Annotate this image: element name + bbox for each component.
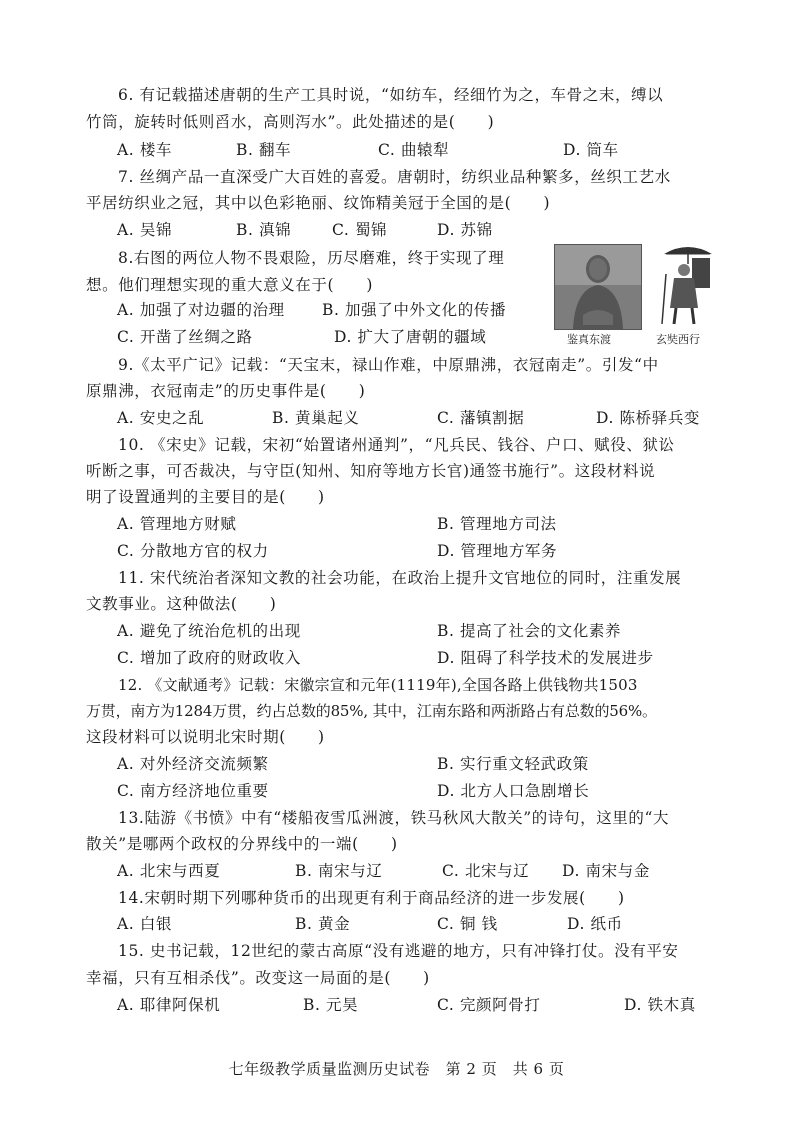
q12-option-c: C. 南方经济地位重要 [117,782,269,800]
q14-option-c: C. 铜 钱 [437,915,498,933]
question-9-text: 9.《太平广记》记载：“天宝末，禄山作难，中原鼎沸，衣冠南走”。引发“中 [118,356,659,374]
q8-option-c: C. 开凿了丝绸之路 [117,328,253,346]
q12-option-b: B. 实行重文轻武政策 [437,755,589,773]
question-10-text: 10. 《宋史》记载，宋初“始置诸州通判”，“凡兵民、钱谷、户口、赋役、狱讼 [118,436,675,454]
q6-option-c: C. 曲辕犁 [378,141,450,159]
q9-option-a: A. 安史之乱 [117,409,205,427]
q11-option-b: B. 提高了社会的文化素养 [437,622,622,640]
q7-option-b: B. 滇锦 [236,221,292,239]
question-11-text-cont: 文教事业。这种做法( ) [86,595,277,613]
question-11-text: 11. 宋代统治者深知文教的社会功能，在政治上提升文官地位的同时，注重发展 [118,569,682,587]
monk-statue-image [555,245,641,329]
q10-option-d: D. 管理地方军务 [437,542,558,560]
question-13-text: 13.陆游《书愤》中有“楼船夜雪瓜洲渡，铁马秋风大散关”的诗句，这里的“大 [118,809,670,827]
q11-option-d: D. 阻碍了科学技术的发展进步 [437,649,654,667]
traveling-monk-image [656,244,720,328]
question-12-text-cont2: 这段材料可以说明北宋时期( ) [86,728,325,746]
figure-caption-xuanzang: 玄奘西行 [656,333,700,346]
question-6-text: 6. 有记载描述唐朝的生产工具时说，“如纺车，经细竹为之，车骨之末，缚以 [118,86,664,104]
q13-option-b: B. 南宋与辽 [295,862,383,880]
question-15-text: 15. 史书记载，12世纪的蒙古高原“没有逃避的地方，只有冲锋打仗。没有平安 [118,942,679,960]
q12-option-d: D. 北方人口急剧增长 [437,782,590,800]
jianzhen-statue-photo [554,244,642,330]
q6-option-b: B. 翻车 [236,141,292,159]
q11-option-c: C. 增加了政府的财政收入 [117,649,301,667]
question-9-text-cont: 原鼎沸，衣冠南走”的历史事件是( ) [86,382,366,400]
q14-option-d: D. 纸币 [567,915,623,933]
q14-option-b: B. 黄金 [295,915,351,933]
question-12-text: 12. 《文献通考》记载：宋徽宗宣和元年(1119年),全国各路上供钱物共1503 [118,676,638,694]
q7-option-c: C. 蜀锦 [332,221,388,239]
q8-option-a: A. 加强了对边疆的治理 [117,301,285,319]
figure-caption-jianzhen: 鉴真东渡 [567,333,611,346]
q15-option-c: C. 完颜阿骨打 [437,996,541,1014]
page-footer: 七年级教学质量监测历史试卷 第 2 页 共 6 页 [228,1060,565,1078]
q15-option-d: D. 铁木真 [624,996,696,1014]
q9-option-c: C. 藩镇割据 [437,409,525,427]
q15-option-b: B. 元昊 [303,996,359,1014]
question-7-text: 7. 丝绸产品一直深受广大百姓的喜爱。唐朝时，纺织业品种繁多，丝织工艺水 [118,168,671,186]
q14-option-a: A. 白银 [117,915,173,933]
q10-option-b: B. 管理地方司法 [437,515,557,533]
q13-option-d: D. 南宋与金 [562,862,650,880]
question-8-text-cont: 想。他们理想实现的重大意义在于( ) [86,276,373,294]
q13-option-c: C. 北宋与辽 [442,862,530,880]
q10-option-c: C. 分散地方官的权力 [117,542,269,560]
q8-option-d: D. 扩大了唐朝的疆域 [334,328,487,346]
question-10-text-cont: 听断之事，可否裁决，与守臣(知州、知府等地方长官)通签书施行”。这段材料说 [86,462,656,480]
question-14-text: 14.宋朝时期下列哪种货币的出现更有利于商品经济的进一步发展( ) [118,889,625,907]
q9-option-b: B. 黄巢起义 [272,409,360,427]
q8-option-b: B. 加强了中外文化的传播 [322,301,507,319]
xuanzang-drawing [656,244,720,328]
q7-option-a: A. 吴锦 [117,221,173,239]
question-10-text-cont2: 明了设置通判的主要目的是( ) [86,488,325,506]
q7-option-d: D. 苏锦 [437,221,493,239]
question-6-text-cont: 竹筒，旋转时低则舀水，高则泻水”。此处描述的是( ) [86,113,495,131]
q15-option-a: A. 耶律阿保机 [117,996,221,1014]
q10-option-a: A. 管理地方财赋 [117,515,237,533]
q6-option-d: D. 筒车 [563,141,619,159]
q12-option-a: A. 对外经济交流频繁 [117,755,269,773]
question-8-text: 8.右图的两位人物不畏艰险，历尽磨难，终于实现了理 [118,249,505,267]
q13-option-a: A. 北宋与西夏 [117,862,221,880]
q9-option-d: D. 陈桥驿兵变 [596,409,701,427]
question-12-text-cont: 万贯，南方为1284万贯，约占总数的85%, 其中，江南东路和两浙路占有总数的56%。 [86,702,657,720]
question-7-text-cont: 平居纺织业之冠，其中以色彩艳丽、纹饰精美冠于全国的是( ) [86,194,551,212]
question-15-text-cont: 幸福，只有互相杀伐”。改变这一局面的是( ) [86,969,430,987]
question-13-text-cont: 散关”是哪两个政权的分界线中的一端( ) [86,835,398,853]
q6-option-a: A. 楼车 [117,141,173,159]
q11-option-a: A. 避免了统治危机的出现 [117,622,301,640]
